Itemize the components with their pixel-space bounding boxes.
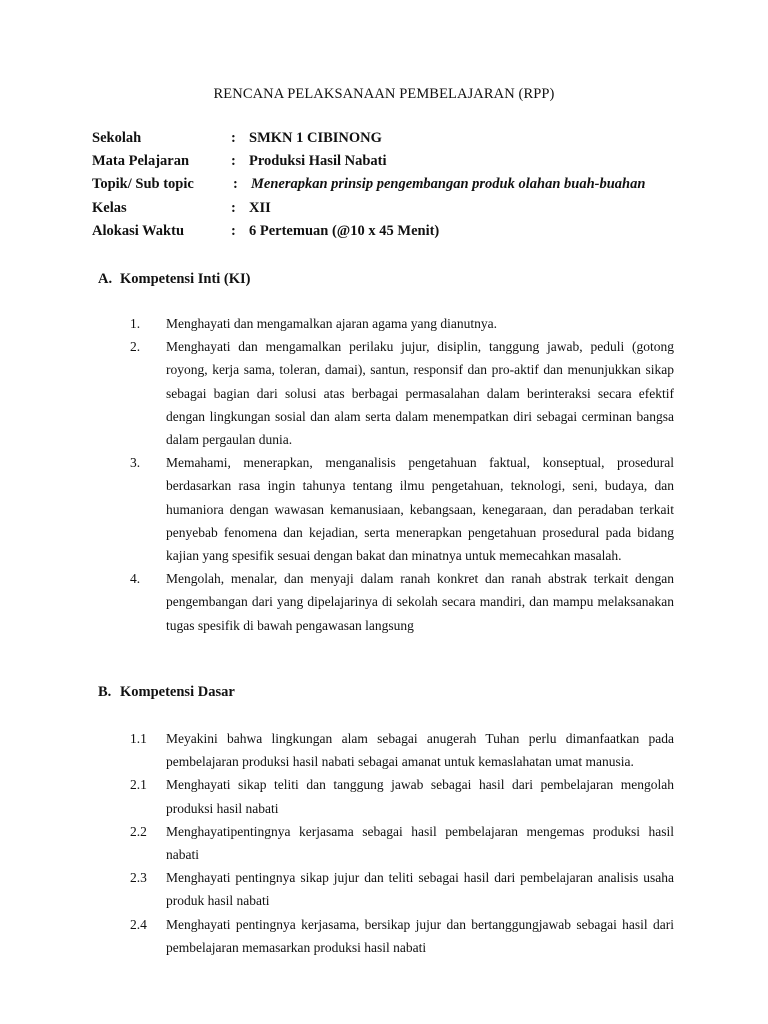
item-text: Menghayati pentingnya kerjasama, bersikap jujur dan bertanggungjawab sebagai hasil dari pembelajaran memasarkan produksi hasil nabati (166, 916, 674, 955)
item-number: 3. (130, 455, 141, 471)
list-item (130, 567, 674, 637)
item-number: 2.2 (130, 823, 147, 839)
list-item (130, 913, 674, 959)
info-row-kelas (92, 200, 692, 223)
info-value: 6 Pertemuan (@10 x 45 Menit) (249, 222, 440, 239)
item-text: Menghayati dan mengamalkan ajaran agama yang dianutnya. (166, 316, 497, 331)
list-item (130, 866, 674, 912)
info-value: Menerapkan prinsip pengembangan produk olahan buah-buahan (251, 176, 646, 193)
list-item (130, 820, 674, 866)
item-text: Menghayatipentingnya kerjasama sebagai hasil pembelajaran mengemas produksi hasil nabati (166, 823, 674, 863)
info-value: SMKN 1 CIBINONG (249, 130, 382, 146)
info-colon: : (231, 153, 236, 170)
list-item (130, 312, 674, 335)
section-title: Kompetensi Inti (KI) (120, 271, 251, 287)
section-title: Kompetensi Dasar (120, 684, 235, 700)
section-letter: A. (98, 271, 113, 287)
info-label: Alokasi Waktu (92, 222, 185, 239)
list-item (130, 451, 674, 567)
item-number: 4. (130, 571, 141, 587)
kd-list (130, 727, 674, 959)
item-number: 2.1 (130, 777, 147, 793)
item-number: 1. (130, 316, 141, 331)
list-item (130, 335, 674, 451)
info-row-alokasi-waktu (92, 223, 692, 246)
info-row-topik (92, 176, 692, 199)
item-text: Menghayati pentingnya sikap jujur dan teliti sebagai hasil dari pembelajaran analisis usaha produk hasil nabati (166, 870, 674, 909)
item-number: 1.1 (130, 731, 147, 746)
info-row-sekolah (92, 130, 692, 153)
item-text: Menghayati sikap teliti dan tanggung jawab sebagai hasil dari pembelajaran mengolah produksi hasil nabati (166, 777, 674, 816)
item-number: 2.3 (130, 870, 147, 886)
item-text: Mengolah, menalar, dan menyaji dalam ranah konkret dan ranah abstrak terkait dengan pengembangan dari yang dipelajarinya di sekolah secara mandiri, dan mampu melaksanakan tugas spesifik di bawah pengawasan langsung (166, 571, 674, 633)
info-label: Kelas (92, 199, 127, 216)
ki-list (130, 312, 674, 637)
info-block (92, 130, 692, 246)
info-row-mata-pelajaran (92, 153, 692, 176)
info-colon: : (231, 130, 236, 146)
list-item (130, 727, 674, 773)
info-label: Topik/ Sub topic (92, 176, 194, 193)
info-value: XII (249, 199, 271, 216)
item-text: Meyakini bahwa lingkungan alam sebagai anugerah Tuhan perlu dimanfaatkan pada pembelajaran produksi hasil nabati sebagai amanat untuk kemaslahatan umat manusia. (166, 731, 674, 770)
item-text: Memahami, menerapkan, menganalisis pengetahuan faktual, konseptual, prosedural berdasarkan rasa ingin tahunya tentang ilmu pengetahuan, teknologi, seni, budaya, dan humaniora dengan wawasan kemanusiaan, kebangsaan, kenegaraan, dan peradaban terkait penyebab fenomena dan kejadian, serta menerapkan pengetahuan prosedural pada bidang kajian yang spesifik sesuai dengan bakat dan minatnya untuk memecahkan masalah. (166, 455, 674, 564)
section-b-heading (98, 684, 235, 701)
info-value: Produksi Hasil Nabati (249, 153, 387, 170)
info-label: Sekolah (92, 130, 142, 146)
info-colon: : (233, 176, 238, 193)
info-colon: : (231, 199, 236, 216)
section-a-heading (98, 271, 251, 288)
item-number: 2. (130, 339, 141, 355)
section-letter: B. (98, 684, 112, 700)
info-colon: : (231, 222, 236, 239)
list-item (130, 773, 674, 819)
info-label: Mata Pelajaran (92, 153, 190, 170)
document-title: RENCANA PELAKSANAAN PEMBELAJARAN (RPP) (213, 86, 555, 102)
item-number: 2.4 (130, 916, 147, 932)
item-text: Menghayati dan mengamalkan perilaku jujur, disiplin, tanggung jawab, peduli (gotong royong, kerja sama, toleran, damai), santun, responsif dan pro-aktif dan menunjukkan sikap sebagai bagian dari solusi atas berbagai permasalahan dalam berinteraksi secara efektif dengan lingkungan sosial dan alam serta dalam menempatkan diri sebagai cerminan bangsa dalam pergaulan dunia. (166, 339, 674, 448)
